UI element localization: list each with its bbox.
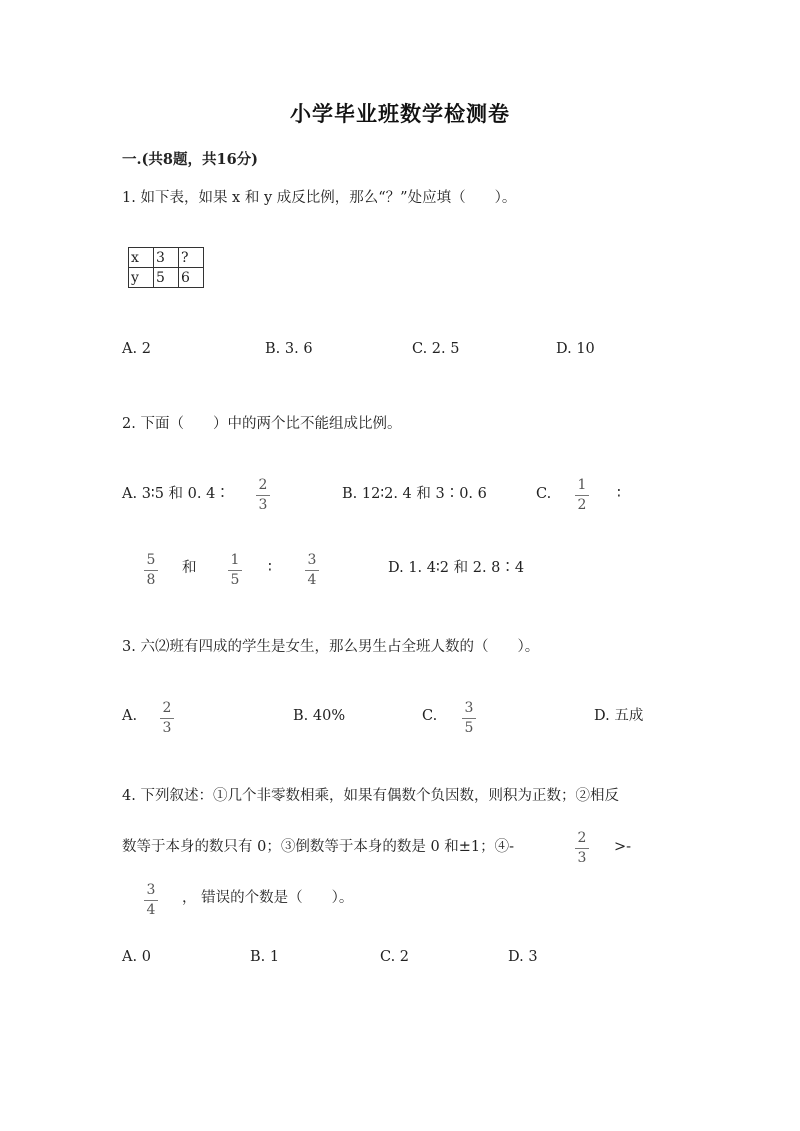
fraction-bar [144, 570, 158, 571]
fraction [461, 701, 477, 736]
fraction [143, 553, 159, 588]
q2-option-b: B. 12∶2. 4 和 3∶0. 6 [342, 486, 487, 502]
q4-line-2: 数等于本身的数只有 0；③倒数等于本身的数是 0 和±1；④- [122, 839, 515, 855]
table-cell: y [129, 268, 154, 288]
q2-option-c-label: C. [536, 486, 552, 502]
table-cell: 5 [154, 268, 179, 288]
q4-line-1: 4. 下列叙述：①几个非零数相乘，如果有偶数个负因数，则积为正数；②相反 [122, 788, 619, 804]
numerator: 1 [230, 552, 240, 568]
ratio-colon: ∶ [617, 486, 621, 502]
q4-option-a: A. 0 [122, 949, 151, 965]
q1-option-d: D. 10 [556, 341, 595, 357]
fraction-bar [462, 718, 476, 719]
fraction-bar [144, 900, 158, 901]
greater-than-negative: >- [614, 839, 632, 855]
denominator: 5 [230, 572, 240, 588]
q2-option-d: D. 1. 4∶2 和 2. 8∶4 [388, 560, 525, 576]
fraction [304, 553, 320, 588]
numerator: 3 [464, 700, 474, 716]
page-title: 小学毕业班数学检测卷 [290, 101, 510, 126]
fraction-bar [575, 848, 589, 849]
numerator: 2 [577, 830, 587, 846]
numerator: 2 [162, 700, 172, 716]
table-row [129, 248, 204, 268]
fraction-bar [160, 718, 174, 719]
q3-option-b: B. 40% [293, 708, 346, 724]
numerator: 3 [307, 552, 317, 568]
denominator: 4 [307, 572, 317, 588]
denominator: 3 [162, 720, 172, 736]
q1-option-c: C. 2. 5 [412, 341, 460, 357]
q2-option-a: A. 3∶5 和 0. 4∶ [122, 486, 230, 502]
fraction-bar [256, 495, 270, 496]
q3-option-c-label: C. [422, 708, 438, 724]
fraction [227, 553, 243, 588]
q4-line-3: ， 错误的个数是（ ）。 [182, 890, 354, 906]
fraction [574, 478, 590, 513]
table-cell: 6 [179, 268, 204, 288]
q4-option-d: D. 3 [508, 949, 538, 965]
table-cell: 3 [154, 248, 179, 268]
denominator: 5 [464, 720, 474, 736]
ratio-colon: ∶ [268, 560, 272, 576]
table-cell: x [129, 248, 154, 268]
fraction-bar [575, 495, 589, 496]
denominator: 3 [258, 497, 268, 513]
numerator: 2 [258, 477, 268, 493]
q1-option-b: B. 3. 6 [265, 341, 313, 357]
and-word: 和 [182, 560, 197, 576]
section-heading: 一.(共8题，共16分) [122, 151, 259, 168]
fraction-bar [228, 570, 242, 571]
denominator: 4 [146, 902, 156, 918]
q1-table [128, 247, 204, 288]
q3-option-a-label: A. [122, 708, 138, 724]
table-cell: ? [179, 248, 204, 268]
q3-stem: 3. 六⑵班有四成的学生是女生，那么男生占全班人数的（ ）。 [122, 639, 540, 655]
q2-stem: 2. 下面（ ）中的两个比不能组成比例。 [122, 416, 402, 432]
table-row [129, 268, 204, 288]
fraction-bar [305, 570, 319, 571]
q4-option-c: C. 2 [380, 949, 410, 965]
fraction [574, 831, 590, 866]
numerator: 5 [146, 552, 156, 568]
fraction [255, 478, 271, 513]
q3-option-d: D. 五成 [594, 708, 644, 724]
numerator: 1 [577, 477, 587, 493]
q4-option-b: B. 1 [250, 949, 280, 965]
numerator: 3 [146, 882, 156, 898]
denominator: 2 [577, 497, 587, 513]
fraction [159, 701, 175, 736]
q1-option-a: A. 2 [122, 341, 151, 357]
denominator: 3 [577, 850, 587, 866]
denominator: 8 [146, 572, 156, 588]
q1-stem: 1. 如下表，如果 x 和 y 成反比例，那么“？”处应填（ ）。 [122, 190, 517, 206]
fraction [143, 883, 159, 918]
